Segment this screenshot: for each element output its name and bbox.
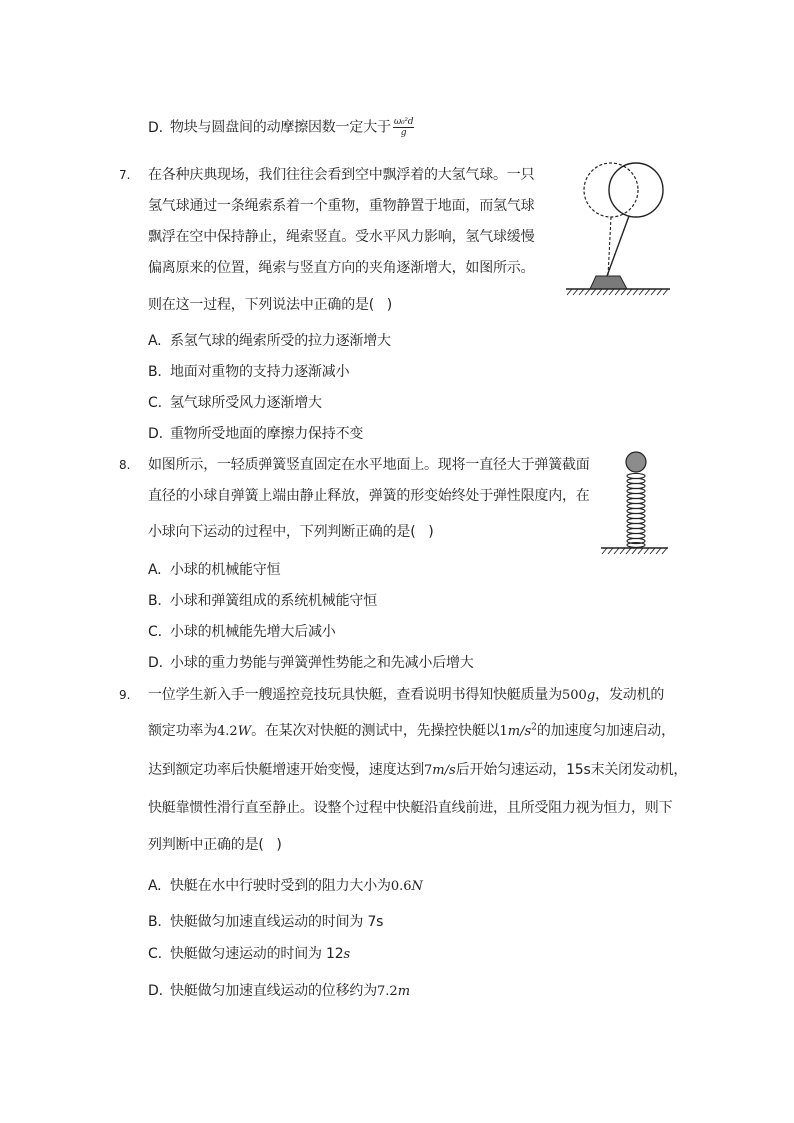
text-segment: 快艇靠惯性滑行直至静止。设整个过程中快艇沿直线前进，且所受阻力视为恒力，则下 bbox=[148, 800, 673, 816]
math-value: 7 bbox=[424, 763, 433, 778]
option-text: 小球的机械能守恒 bbox=[170, 562, 281, 578]
q9-option-a bbox=[148, 876, 423, 896]
question-number: 9. bbox=[119, 688, 131, 702]
q8-option-d bbox=[148, 653, 474, 673]
option-text: 重物所受地面的摩擦力保持不变 bbox=[170, 426, 364, 442]
math-unit: g bbox=[586, 688, 596, 703]
math-value: 500 bbox=[562, 688, 587, 703]
option-letter: B. bbox=[148, 593, 162, 609]
math-value: 4.2 bbox=[217, 724, 238, 739]
option-letter: D. bbox=[148, 426, 163, 442]
fraction-formula bbox=[393, 117, 415, 138]
q6-option-d bbox=[148, 117, 414, 137]
text-segment: 列判断中正确的是( ) bbox=[148, 837, 282, 853]
option-text: 快艇做匀速运动的时间为 12 bbox=[170, 946, 344, 962]
spring-coils bbox=[627, 473, 645, 547]
math-value: 0.6 bbox=[390, 879, 412, 894]
q8-option-a bbox=[148, 560, 280, 580]
question-text-line: 在各种庆典现场，我们往往会看到空中飘浮着的大氢气球。一只 bbox=[148, 167, 535, 183]
text-segment: ，发动机的 bbox=[595, 687, 665, 703]
math-unit: m/s bbox=[432, 763, 456, 778]
option-letter: C. bbox=[148, 946, 162, 962]
q9-option-c bbox=[148, 944, 350, 964]
option-letter: A. bbox=[148, 333, 162, 349]
text-segment: 后开始匀速运动，15s末关闭发动机， bbox=[455, 762, 688, 778]
question-number: 7. bbox=[119, 168, 131, 182]
option-letter: C. bbox=[148, 395, 162, 411]
weight-block bbox=[590, 276, 627, 289]
question-number: 8. bbox=[119, 458, 131, 472]
option-letter: D. bbox=[148, 983, 163, 999]
text-segment: 达到额定功率后快艇增速开始变慢，速度达到 bbox=[148, 762, 424, 778]
math-unit: W bbox=[237, 724, 252, 739]
q7-option-d bbox=[148, 424, 363, 444]
option-text: 氢气球所受风力逐渐增大 bbox=[170, 395, 322, 411]
ground-hatching bbox=[567, 289, 668, 295]
option-text: 快艇在水中行驶时受到的阻力大小为 bbox=[170, 878, 391, 894]
option-text: 小球和弹簧组成的系统机械能守恒 bbox=[170, 593, 377, 609]
math-unit: s bbox=[343, 947, 351, 962]
text-segment: 。在某次对快艇的测试中，先操控快艇以 bbox=[251, 723, 500, 739]
question-text-line: 则在这一过程，下列说法中正确的是( ) bbox=[148, 297, 393, 313]
balloon-figure bbox=[560, 155, 675, 300]
q9-option-d bbox=[148, 981, 410, 1001]
question-text-line bbox=[148, 760, 687, 780]
question-text-line: 如图所示，一轻质弹簧竖直固定在水平地面上。现将一直径大于弹簧截面 bbox=[148, 457, 590, 473]
ground-hatching bbox=[602, 548, 667, 554]
option-letter: C. bbox=[148, 624, 162, 640]
text-segment: 一位学生新入手一艘遥控竞技玩具快艇，查看说明书得知快艇质量为 bbox=[148, 687, 562, 703]
option-text: 小球的重力势能与弹簧弹性势能之和先减小后增大 bbox=[170, 655, 474, 671]
q8-option-b bbox=[148, 591, 377, 611]
question-text-line: 飘浮在空中保持静止，绳索竖直。受水平风力影响，氢气球缓慢 bbox=[148, 229, 535, 245]
option-text: 物块与圆盘间的动摩擦因数一定大于 bbox=[170, 119, 391, 136]
question-text-line bbox=[148, 798, 672, 818]
question-text-line: 氢气球通过一条绳索系着一个重物，重物静置于地面，而氢气球 bbox=[148, 198, 535, 214]
option-letter: D. bbox=[148, 119, 163, 136]
option-text: 快艇做匀加速直线运动的位移约为 bbox=[170, 983, 377, 999]
question-text-line bbox=[148, 721, 675, 741]
rope-displaced bbox=[607, 216, 629, 276]
spring-ball-figure bbox=[598, 448, 672, 558]
q7-option-a bbox=[148, 331, 391, 351]
math-unit: m/s bbox=[507, 724, 532, 739]
q7-option-b bbox=[148, 362, 349, 382]
math-value: 7.2 bbox=[377, 984, 398, 999]
option-letter: A. bbox=[148, 878, 162, 894]
option-text: 小球的机械能先增大后减小 bbox=[170, 624, 336, 640]
option-letter: D. bbox=[148, 655, 163, 671]
option-letter: B. bbox=[148, 914, 162, 930]
text-segment: 的加速度匀加速启动， bbox=[536, 723, 675, 739]
question-text-line: 小球向下运动的过程中，下列判断正确的是( ) bbox=[148, 524, 434, 540]
q8-option-c bbox=[148, 622, 336, 642]
option-letter: A. bbox=[148, 562, 162, 578]
question-text-line: 偏离原来的位置，绳索与竖直方向的夹角逐渐增大，如图所示。 bbox=[148, 260, 535, 276]
question-text-line: 直径的小球自弹簧上端由静止释放，弹簧的形变始终处于弹性限度内，在 bbox=[148, 488, 590, 504]
question-text-line bbox=[148, 835, 282, 855]
option-text: 系氢气球的绳索所受的拉力逐渐增大 bbox=[170, 333, 391, 349]
math-unit: N bbox=[411, 879, 423, 894]
q7-option-c bbox=[148, 393, 322, 413]
fraction-denominator: g bbox=[400, 128, 407, 138]
q9-option-b bbox=[148, 912, 383, 932]
option-letter: B. bbox=[148, 364, 162, 380]
math-superscript: 2 bbox=[531, 722, 537, 733]
ball bbox=[626, 452, 646, 472]
option-text: 地面对重物的支持力逐渐减小 bbox=[170, 364, 350, 380]
question-text-line bbox=[148, 685, 664, 705]
balloon-original-dashed bbox=[584, 163, 638, 217]
option-text: 快艇做匀加速直线运动的时间为 7s bbox=[170, 914, 384, 930]
fraction-numerator: ω₀²d bbox=[393, 117, 414, 127]
balloon-displaced bbox=[609, 163, 663, 217]
text-segment: 额定功率为 bbox=[148, 723, 217, 739]
math-unit: m bbox=[397, 984, 411, 999]
math-value: 1 bbox=[499, 724, 508, 739]
